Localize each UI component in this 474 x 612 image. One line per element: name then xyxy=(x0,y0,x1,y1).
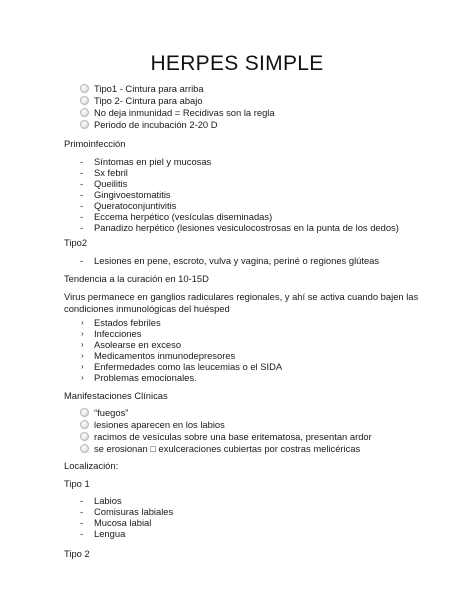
section-heading-manifestaciones: Manifestaciones Clínicas xyxy=(64,390,168,401)
list-item: Enfermedades como las leucemias o el SIDA xyxy=(94,361,283,372)
dash-bullet: - xyxy=(80,167,84,178)
chevron-bullet-icon: › xyxy=(81,362,84,371)
circle-bullet-icon xyxy=(80,444,89,453)
chevron-bullet-icon: › xyxy=(81,351,84,360)
section-heading-tipo1: Tipo 1 xyxy=(64,478,90,489)
circle-bullet-icon xyxy=(80,432,89,441)
list-item: Lesiones en pene, escroto, vulva y vagina, periné o regiones glúteas xyxy=(94,255,380,266)
list-item: lesiones aparecen en los labios xyxy=(94,419,225,430)
localizacion-heading: Localización: xyxy=(64,460,119,471)
list-item: racimos de vesículas sobre una base eritematosa, presentan ardor xyxy=(94,431,372,442)
dash-bullet: - xyxy=(80,222,84,233)
dash-bullet: - xyxy=(80,495,84,506)
list-item: Queratoconjuntivitis xyxy=(94,200,177,211)
list-item: Medicamentos inmunodepresores xyxy=(94,350,236,361)
list-item: Mucosa labial xyxy=(94,517,152,528)
list-item: se erosionan □ exulceraciones cubiertas por costras melicéricas xyxy=(94,443,361,454)
list-item: Infecciones xyxy=(94,328,142,339)
list-item: Labios xyxy=(94,495,122,506)
list-item: “fuegos” xyxy=(94,407,129,418)
dash-bullet: - xyxy=(80,189,84,200)
list-item: Estados febriles xyxy=(94,317,161,328)
circle-bullet-icon xyxy=(80,84,89,93)
circle-bullet-icon xyxy=(80,408,89,417)
list-item: Problemas emocionales. xyxy=(94,372,197,383)
tendencia-text: Tendencia a la curación en 10-15D xyxy=(64,273,209,284)
list-item: Síntomas en piel y mucosas xyxy=(94,156,212,167)
list-item: No deja inmunidad = Recidivas son la regla xyxy=(94,107,275,118)
list-item: Comisuras labiales xyxy=(94,506,174,517)
dash-bullet: - xyxy=(80,156,84,167)
list-item: Panadizo herpético (lesiones vesiculocostrosas en la punta de los dedos) xyxy=(94,222,399,233)
chevron-bullet-icon: › xyxy=(81,329,84,338)
list-item: Lengua xyxy=(94,528,126,539)
section-heading-primoinfeccion: Primoinfección xyxy=(64,138,126,149)
list-item: Eccema herpético (vesículas diseminadas) xyxy=(94,211,273,222)
dash-bullet: - xyxy=(80,517,84,528)
circle-bullet-icon xyxy=(80,96,89,105)
dash-bullet: - xyxy=(80,178,84,189)
circle-bullet-icon xyxy=(80,420,89,429)
dash-bullet: - xyxy=(80,506,84,517)
list-item: Tipo1 - Cintura para arriba xyxy=(94,83,204,94)
dash-bullet: - xyxy=(80,200,84,211)
list-item: Sx febril xyxy=(94,167,128,178)
document-title: HERPES SIMPLE xyxy=(150,52,324,75)
chevron-bullet-icon: › xyxy=(81,318,84,327)
chevron-bullet-icon: › xyxy=(81,373,84,382)
chevron-bullet-icon: › xyxy=(81,340,84,349)
section-heading-tipo2: Tipo2 xyxy=(64,237,88,248)
dash-bullet: - xyxy=(80,528,84,539)
circle-bullet-icon xyxy=(80,108,89,117)
circle-bullet-icon xyxy=(80,120,89,129)
list-item: Gingivoestomatitis xyxy=(94,189,171,200)
list-item: Queilitis xyxy=(94,178,128,189)
list-item: Tipo 2- Cintura para abajo xyxy=(94,95,203,106)
virus-paragraph: Virus permanece en ganglios radiculares regionales, y ahí se activa cuando bajen las condiciones inmunológicas del huésped xyxy=(64,291,419,314)
list-item: Asolearse en exceso xyxy=(94,339,182,350)
list-item: Periodo de incubación 2-20 D xyxy=(94,119,218,130)
dash-bullet: - xyxy=(80,211,84,222)
dash-bullet: - xyxy=(80,255,84,266)
section-heading-tipo2-loc: Tipo 2 xyxy=(64,548,90,559)
